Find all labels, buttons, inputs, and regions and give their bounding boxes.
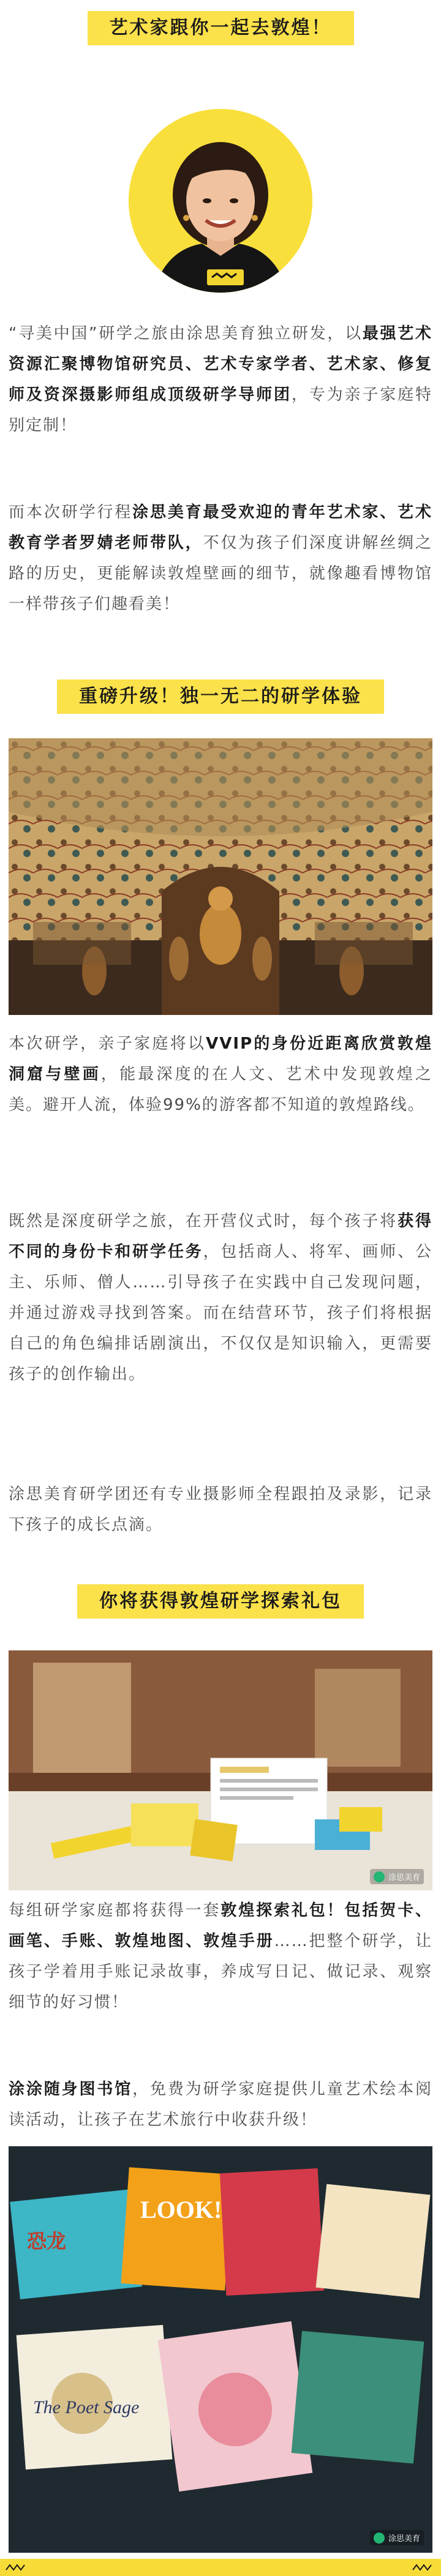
intro-text: 而本次研学行程 <box>9 503 133 522</box>
experience-text: 涂思美育研学团还有专业摄影师全程跟拍及录影，记录下孩子的成长点滴。 <box>9 1485 432 1534</box>
dunhuang-cave-photo <box>9 738 432 1015</box>
footer-decorative-bar <box>0 2559 441 2576</box>
brand-logo-icon <box>374 2533 385 2544</box>
experience-text: 本次研学，亲子家庭将以 <box>9 1035 206 1053</box>
section-heading-giftpack <box>0 1584 441 1619</box>
experience-highlight: 获得不同的身份卡和研学任务 <box>9 1212 432 1261</box>
brand-label: 涂思美育 <box>388 1873 420 1882</box>
experience-text: 既然是深度研学之旅，在开营仪式时，每个孩子将 <box>9 1212 398 1230</box>
experience-paragraph-2 <box>9 1206 432 1390</box>
brand-watermark <box>370 2530 424 2545</box>
intro-text: ，专为亲子家庭特别定制！ <box>9 386 432 435</box>
book-title-look: LOOK! <box>140 2196 222 2223</box>
giftpack-text: ，免费为研学家庭提供儿童艺术绘本阅读活动，让孩子在艺术旅行中收获升级！ <box>9 2080 432 2129</box>
zigzag-right-icon <box>412 2561 436 2574</box>
brand-label: 涂思美育 <box>388 2534 420 2544</box>
giftpack-text: 每组研学家庭都将获得一套 <box>9 1901 221 1920</box>
section-heading-artists <box>0 11 441 45</box>
experience-text: ，能最深度的在人文、艺术中发现敦煌之美。避开人流，体验99%的游客都不知道的敦煌路线。 <box>9 1065 432 1114</box>
giftpack-paragraph-1 <box>9 1895 432 2018</box>
intro-paragraph-1 <box>9 318 432 441</box>
giftpack-illustration <box>9 1650 432 1890</box>
giftpack-paragraph-2 <box>9 2074 432 2135</box>
book-title-dinosaur: 恐龙 <box>27 2230 67 2253</box>
teacher-avatar <box>129 109 312 293</box>
heading-label: 重磅升级！独一无二的研学体验 <box>57 680 384 714</box>
heading-label: 艺术家跟你一起去敦煌！ <box>88 11 354 45</box>
giftpack-photo <box>9 1650 432 1890</box>
experience-text: ，包括商人、将军、画师、公主、乐师、僧人……引导孩子在实践中自己发现问题，并通过游戏寻找到答案。而在结营环节，孩子们将根据自己的角色编排话剧演出，不仅仅是知识输入，更需要孩子的创作输出。 <box>9 1243 432 1383</box>
brand-logo-icon <box>374 1871 385 1882</box>
intro-highlight: 涂思美育最受欢迎的青年艺术家、艺术教育学者罗婧老师带队， <box>9 503 432 552</box>
heading-label: 你将获得敦煌研学探索礼包 <box>77 1584 364 1619</box>
intro-text: 不仅为孩子们深度讲解丝绸之路的历史，更能解读敦煌壁画的细节，就像趣看博物馆一样带孩子们趣看美！ <box>9 534 432 613</box>
section-heading-upgrade <box>0 680 441 714</box>
book-title-poet-sage: The Poet Sage <box>33 2397 140 2417</box>
picture-books-photo <box>9 2146 432 2553</box>
experience-highlight: VVIP的身份近距离欣赏敦煌洞窟与壁画 <box>9 1035 432 1084</box>
intro-text: “寻美中国”研学之旅由涂思美育独立研发，以 <box>9 324 363 343</box>
giftpack-highlight: 敦煌探索礼包！包括贺卡、画笔、手账、敦煌地图、敦煌手册 <box>9 1901 432 1950</box>
intro-highlight: 最强艺术资源汇聚博物馆研究员、艺术专家学者、艺术家、修复师及资深摄影师组成顶级研学导师团 <box>9 324 432 404</box>
teacher-portrait-illustration <box>129 109 312 293</box>
intro-paragraph-2 <box>9 497 432 620</box>
experience-paragraph-1 <box>9 1028 432 1120</box>
giftpack-text: ……把整个研学，让孩子学着用手账记录故事，养成写日记、做记录、观察细节的好习惯！ <box>9 1932 432 2012</box>
giftpack-highlight: 涂涂随身图书馆 <box>9 2080 133 2099</box>
zigzag-left-icon <box>5 2561 29 2574</box>
brand-watermark <box>370 1869 424 1884</box>
cave-mural-illustration <box>9 738 432 1015</box>
experience-paragraph-3 <box>9 1479 432 1540</box>
